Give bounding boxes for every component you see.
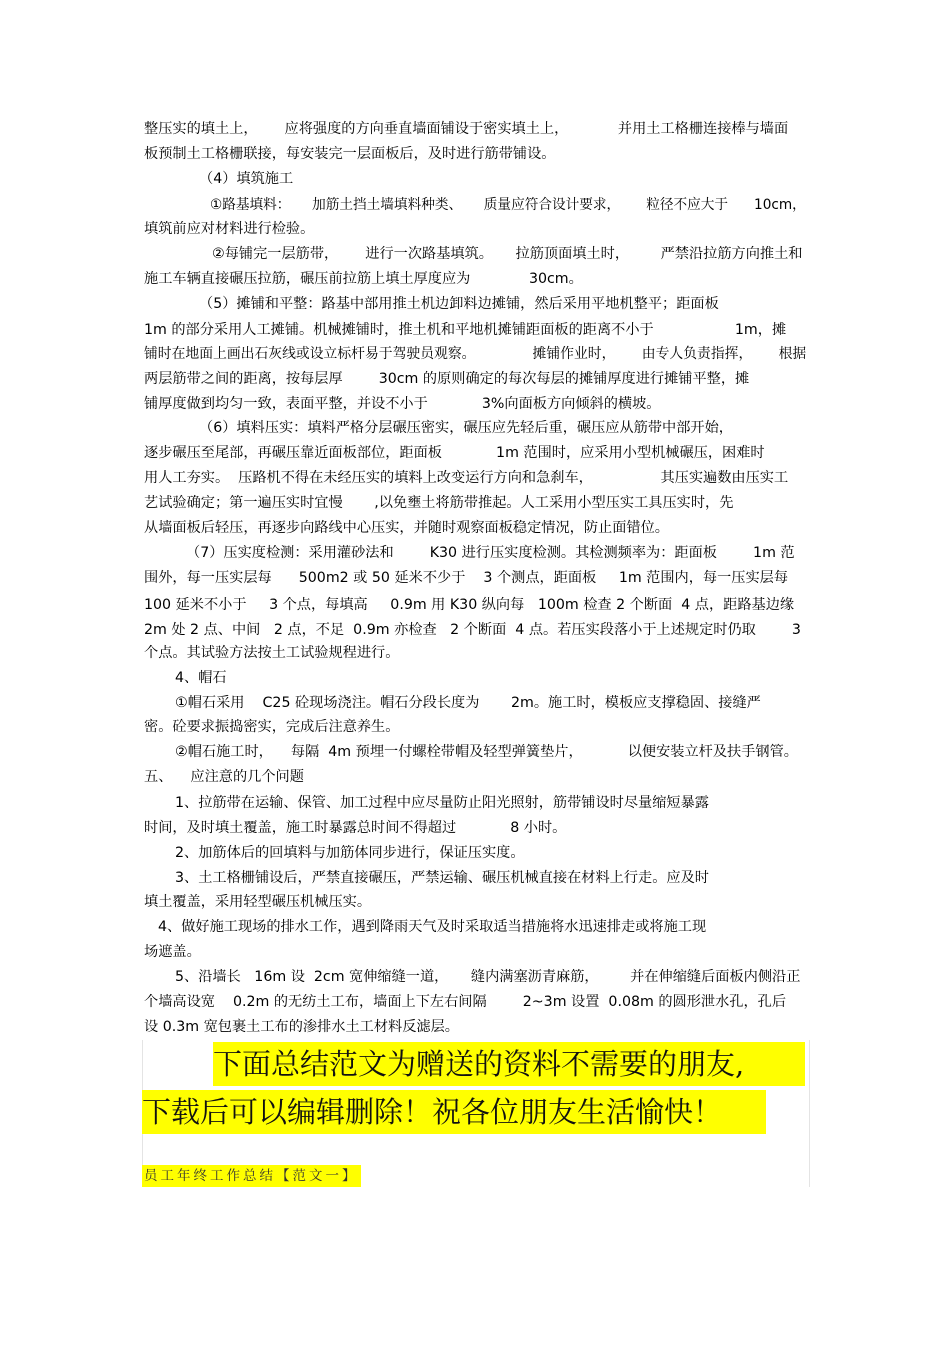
promo-line-2: 下载后可以编辑删除！祝各位朋友生活愉快！ bbox=[142, 1090, 766, 1134]
text-line: 两层筋带之间的距离，按每层厚 30cm 的原则确定的每次每层的摊铺厚度进行摊铺平整，摊 bbox=[144, 371, 750, 387]
text-line: （6）填料压实：填料严格分层碾压密实，碾压应先轻后重，碾压应从筋带中部开始， bbox=[199, 420, 733, 436]
text-line: （5）摊铺和平整：路基中部用推土机边卸料边摊铺，然后采用平地机整平；距面板 bbox=[199, 296, 719, 312]
text-line: 施工车辆直接碾压拉筋，碾压前拉筋上填土厚度应为 30cm。 bbox=[144, 271, 583, 287]
text-line: 填筑前应对材料进行检验。 bbox=[144, 221, 315, 237]
text-line: 4、帽石 bbox=[175, 670, 227, 686]
summary-heading: 员工年终工作总结【范文一】 bbox=[142, 1165, 361, 1187]
text-line: 个墙高设宽 0.2m 的无纺土工布，墙面上下左右间隔 2~3m 设置 0.08m 的圆形泄水孔，孔后 bbox=[144, 994, 787, 1010]
text-line: 用人工夯实。 压路机不得在未经压实的填料上改变运行方向和急刹车， 其压实遍数由压实工 bbox=[144, 470, 789, 486]
text-line: 1m 的部分采用人工摊铺。机械摊铺时，推土机和平地机摊铺距面板的距离不小于 1m，摊 bbox=[144, 322, 787, 338]
text-line: 铺时在地面上画出石灰线或设立标杆易于驾驶员观察。 摊铺作业时， 由专人负责指挥， 根据 bbox=[144, 346, 807, 362]
text-line: 艺试验确定；第一遍压实时宜慢 ,以免壅土将筋带推起。人工采用小型压实工具压实时，先 bbox=[144, 495, 734, 511]
text-line: 100 延米不小于 3 个点，每填高 0.9m 用 K30 纵向每 100m 检查 2 个断面 4 点，距路基边缘 bbox=[144, 597, 795, 613]
text-line: 设 0.3m 宽包裹土工布的渗排水土工材料反滤层。 bbox=[144, 1019, 459, 1035]
text-line: ①路基填料： 加筋土挡土墙填料种类、 质量应符合设计要求， 粒径不应大于 10cm， bbox=[210, 197, 806, 213]
text-line: 3、土工格栅铺设后，严禁直接碾压，严禁运输、碾压机械直接在材料上行走。应及时 bbox=[175, 870, 709, 886]
text-line: 围外，每一压实层每 500m2 或 50 延米不少于 3 个测点，距面板 1m 范围内，每一压实层每 bbox=[144, 570, 789, 586]
text-line: 密。砼要求振捣密实，完成后注意养生。 bbox=[144, 719, 400, 735]
text-line: 4、做好施工现场的排水工作，遇到降雨天气及时采取适当措施将水迅速排走或将施工现 bbox=[158, 919, 707, 935]
text-line: 5、沿墙长 16m 设 2cm 宽伸缩缝一道， 缝内满塞沥青麻筋， 并在伸缩缝后面板内侧沿正 bbox=[175, 969, 801, 985]
text-line: 个点。其试验方法按土工试验规程进行。 bbox=[144, 645, 400, 661]
text-line: ②每铺完一层筋带， 进行一次路基填筑。 拉筋顶面填土时， 严禁沿拉筋方向推土和 bbox=[212, 246, 803, 262]
text-line: 2m 处 2 点、中间 2 点，不足 0.9m 亦检查 2 个断面 4 点。若压实段落小于上述规定时仍取 3 bbox=[144, 622, 801, 638]
text-line: 整压实的填土上， 应将强度的方向垂直墙面铺设于密实填土上， 并用土工格栅连接棒与墙面 bbox=[144, 121, 789, 137]
text-line: 场遮盖。 bbox=[144, 944, 201, 960]
text-line: ①帽石采用 C25 砼现场浇注。帽石分段长度为 2m。施工时，模板应支撑稳固、接缝严 bbox=[175, 695, 761, 711]
text-line: 1、拉筋带在运输、保管、加工过程中应尽量防止阳光照射，筋带铺设时尽量缩短暴露 bbox=[175, 795, 709, 811]
text-line: ②帽石施工时， 每隔 4m 预埋一付螺栓带帽及轻型弹簧垫片， 以便安装立杆及扶手钢管。 bbox=[175, 744, 798, 760]
text-line: （4）填筑施工 bbox=[199, 171, 294, 187]
text-line: 填土覆盖，采用轻型碾压机械压实。 bbox=[144, 894, 372, 910]
text-line: 板预制土工格栅联接，每安装完一层面板后，及时进行筋带铺设。 bbox=[144, 146, 556, 162]
promo-line-1: 下面总结范文为赠送的资料不需要的朋友, bbox=[213, 1042, 805, 1086]
text-line: 逐步碾压至尾部，再碾压靠近面板部位，距面板 1m 范围时，应采用小型机械碾压，困难时 bbox=[144, 445, 765, 461]
text-line: 铺厚度做到均匀一致，表面平整，并设不小于 3%向面板方向倾斜的横坡。 bbox=[144, 396, 661, 412]
text-line: 五、 应注意的几个问题 bbox=[144, 769, 304, 785]
text-line: 时间，及时填土覆盖，施工时暴露总时间不得超过 8 小时。 bbox=[144, 820, 567, 836]
text-line: （7）压实度检测：采用灌砂法和 K30 进行压实度检测。其检测频率为：距面板 1m 范 bbox=[186, 545, 795, 561]
text-line: 从墙面板后轻压，再逐步向路线中心压实，并随时观察面板稳定情况，防止面错位。 bbox=[144, 520, 669, 536]
text-line: 2、加筋体后的回填料与加筋体同步进行，保证压实度。 bbox=[175, 845, 525, 861]
